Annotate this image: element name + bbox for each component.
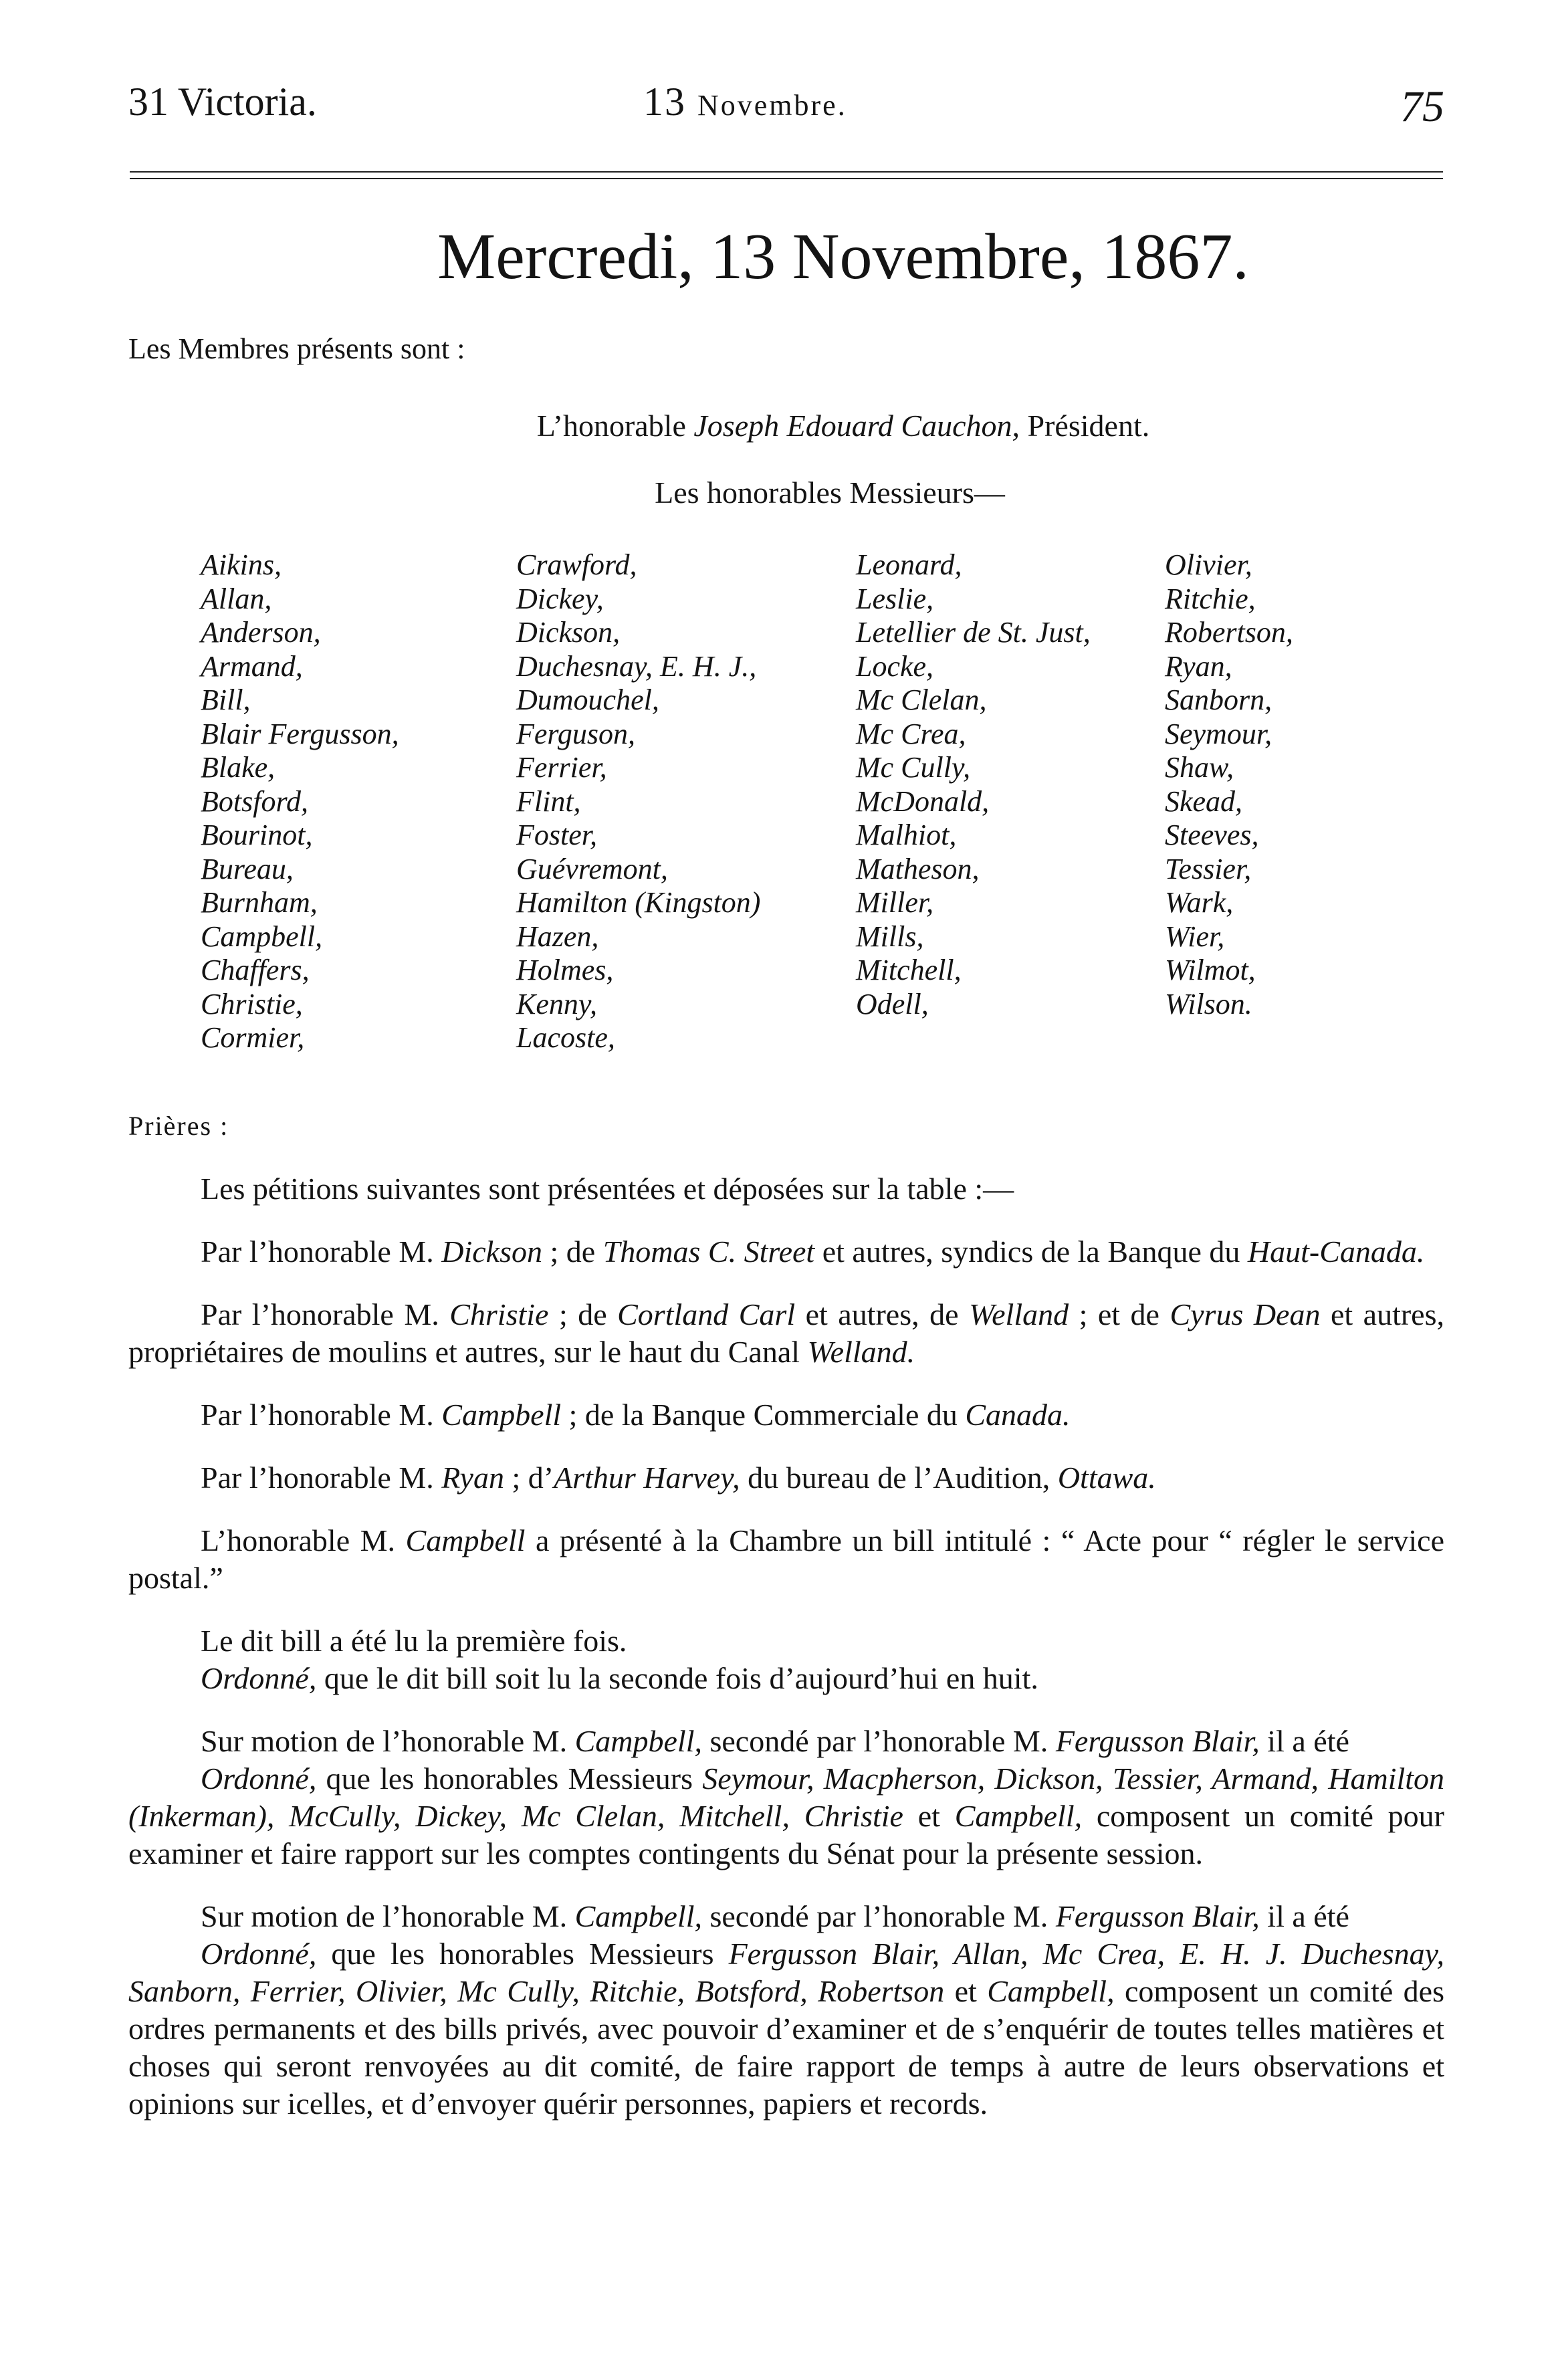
president-role: Président.	[1027, 409, 1150, 443]
petition-ryan	[128, 1459, 1444, 1497]
member-name: Foster,	[516, 819, 597, 851]
member-name: Christie,	[201, 987, 303, 1020]
text-run: Campbell,	[954, 1799, 1083, 1833]
text-run: que le dit bill soit lu la seconde fois d’aujourd’hui en huit.	[316, 1661, 1038, 1695]
text-run: Haut-Canada.	[1247, 1234, 1425, 1269]
text-run: Campbell,	[574, 1724, 702, 1758]
text-run: Dickson	[441, 1234, 543, 1269]
member-name: Bourinot,	[201, 819, 313, 851]
text-run: Ryan	[441, 1461, 504, 1495]
member-name: Sanborn,	[1165, 683, 1272, 716]
member-name: Guévremont,	[516, 852, 668, 885]
running-header	[128, 79, 1444, 139]
text-run: ; de la Banque Commerciale du	[561, 1398, 966, 1432]
member-name: Botsford,	[201, 784, 308, 818]
text-run: il a été	[1259, 1899, 1349, 1933]
member-name: Wark,	[1165, 886, 1234, 919]
messieurs-label: Les honorables Messieurs—	[655, 475, 1005, 510]
president-prefix: L’honorable	[536, 409, 686, 443]
header-session: 31 Victoria.	[128, 80, 317, 124]
page-title: Mercredi, 13 Novembre, 1867.	[437, 221, 1249, 293]
member-name: Leslie,	[856, 582, 934, 615]
text-run: ; d’	[504, 1461, 554, 1495]
text-run: Sur motion de l’honorable M.	[201, 1724, 575, 1758]
text-run: du bureau de l’Audition,	[740, 1461, 1058, 1495]
text-run: et	[944, 1974, 988, 2008]
member-name: Lacoste,	[516, 1021, 615, 1054]
text-run: composent un comité des ordres permanents et des bills privés, avec pouvoir d’examiner et de s’enquérir de toutes telles matières et choses qui seront renvoyées au dit comité, de faire rapport de temps à autre de leurs observations et opinions sur icelles, et d’envoyer quérir personnes, papiers et records.	[128, 1974, 1444, 2121]
member-name: Flint,	[516, 784, 581, 818]
text-run: Arthur Harvey,	[554, 1461, 740, 1495]
members-column-2	[516, 548, 760, 1055]
text-run: composent un comité pour examiner et faire rapport sur les comptes contingents du Sénat pour la présente session.	[128, 1799, 1444, 1870]
text-run: L’honorable M.	[201, 1523, 406, 1557]
text-run: que les honorables Messieurs	[316, 1761, 703, 1796]
member-name: Kenny,	[516, 987, 597, 1020]
members-column-4	[1165, 548, 1293, 1021]
text-run: Cortland Carl	[617, 1297, 796, 1331]
motion-standing-orders-committee	[128, 1898, 1444, 1935]
text-run: Fergusson Blair,	[1055, 1899, 1260, 1933]
member-name: Dickey,	[516, 582, 604, 615]
member-name: Blake,	[201, 751, 275, 784]
member-name: Wilson.	[1165, 987, 1252, 1020]
member-name: Matheson,	[856, 852, 980, 885]
member-name: Steeves,	[1165, 819, 1259, 851]
text-run: Welland	[969, 1297, 1069, 1331]
member-name: Campbell,	[201, 919, 323, 953]
member-name: Letellier de St. Just,	[856, 616, 1091, 649]
text-run: ; et de	[1069, 1297, 1170, 1331]
text-run: Par l’honorable M.	[201, 1461, 442, 1495]
text-run: Par l’honorable M.	[201, 1297, 450, 1331]
member-name: Hazen,	[516, 919, 599, 953]
member-name: Dickson,	[516, 616, 621, 649]
member-name: McDonald,	[856, 784, 990, 818]
prieres-heading: Prières :	[128, 1111, 229, 1141]
page-number: 75	[1400, 82, 1444, 131]
member-name: Hamilton (Kingston)	[516, 886, 761, 919]
text-run: Seymour, Macpherson, Dickson, Tessier, Armand, Hamilton (Inkerman), McCully, Dickey, Mc Clelan, Mitchell, Christie	[128, 1761, 1444, 1833]
member-name: Miller,	[856, 886, 934, 919]
header-date	[643, 79, 847, 125]
member-name: Malhiot,	[856, 819, 957, 851]
member-name: Mills,	[856, 919, 924, 953]
text-run: Thomas C. Street	[602, 1234, 815, 1269]
header-month: Novembre.	[697, 89, 847, 122]
member-name: Bureau,	[201, 852, 294, 885]
member-name: Burnham,	[201, 886, 318, 919]
member-name: Seymour,	[1165, 717, 1272, 750]
member-name: Wier,	[1165, 919, 1225, 953]
member-name: Duchesnay, E. H. J.,	[516, 649, 757, 683]
text-run: ; de	[542, 1234, 603, 1269]
member-name: Ferguson,	[516, 717, 636, 750]
petition-dickson	[128, 1233, 1444, 1271]
text-run: Canada.	[965, 1398, 1071, 1432]
member-name: Chaffers,	[201, 954, 310, 986]
member-name: Blair Fergusson,	[201, 717, 399, 750]
member-name: Allan,	[201, 582, 272, 615]
petitions-intro: Les pétitions suivantes sont présentées et déposées sur la table :—	[201, 1172, 1014, 1206]
motion-contingent-committee	[128, 1723, 1444, 1760]
text-run: Fergusson Blair,	[1055, 1724, 1260, 1758]
members-column-3	[856, 548, 1091, 1021]
member-name: Skead,	[1165, 784, 1243, 818]
text-run: Par l’honorable M.	[201, 1234, 442, 1269]
member-name: Tessier,	[1165, 852, 1252, 885]
member-name: Shaw,	[1165, 751, 1234, 784]
text-run: Campbell	[441, 1398, 562, 1432]
text-run: ; de	[548, 1297, 618, 1331]
text-run: il a été	[1259, 1724, 1349, 1758]
member-name: Locke,	[856, 649, 934, 683]
text-run: Fergusson Blair, Allan, Mc Crea, E. H. J. Duchesnay, Sanborn, Ferrier, Olivier, Mc Cully, Ritchie, Botsford, Robertson	[128, 1937, 1444, 2008]
member-name: Robertson,	[1165, 616, 1293, 649]
proceedings-text	[128, 1170, 1444, 2148]
text-run: Cyrus Dean	[1170, 1297, 1321, 1331]
text-run: Ordonné,	[201, 1761, 317, 1796]
text-run: Christie	[449, 1297, 549, 1331]
first-reading: Le dit bill a été lu la première fois.	[201, 1624, 627, 1658]
header-rule-top	[130, 171, 1443, 173]
member-name: Armand,	[201, 649, 303, 683]
member-name: Aikins,	[201, 548, 282, 581]
text-run: Campbell,	[574, 1899, 702, 1933]
members-column-1	[201, 548, 399, 1055]
members-present-label: Les Membres présents sont :	[128, 332, 465, 365]
member-name: Mitchell,	[856, 954, 962, 986]
member-name: Odell,	[856, 987, 929, 1020]
journal-page	[128, 0, 1444, 2380]
member-name: Ferrier,	[516, 751, 607, 784]
text-run: Welland.	[807, 1335, 915, 1369]
text-run: Ordonné,	[201, 1937, 317, 1971]
member-name: Bill,	[201, 683, 251, 716]
bill-postal-service	[128, 1522, 1444, 1597]
text-run: Par l’honorable M.	[201, 1398, 442, 1432]
text-run: et autres, syndics de la Banque du	[814, 1234, 1248, 1269]
text-run: Sur motion de l’honorable M.	[201, 1899, 575, 1933]
petition-campbell	[128, 1396, 1444, 1434]
text-run: secondé par l’honorable M.	[701, 1724, 1056, 1758]
petition-christie	[128, 1296, 1444, 1371]
text-run: secondé par l’honorable M.	[701, 1899, 1056, 1933]
member-name: Mc Cully,	[856, 751, 971, 784]
text-run: que les honorables Messieurs	[316, 1937, 729, 1971]
member-name: Olivier,	[1165, 548, 1252, 581]
member-name: Ritchie,	[1165, 582, 1256, 615]
member-name: Dumouchel,	[516, 683, 659, 716]
header-day: 13	[643, 80, 686, 124]
header-rule-bottom	[130, 178, 1443, 179]
text-run: Ordonné,	[201, 1661, 317, 1695]
text-run: et autres, de	[795, 1297, 970, 1331]
member-name: Leonard,	[856, 548, 962, 581]
member-name: Cormier,	[201, 1021, 305, 1054]
text-run: et autres, propriétaires de moulins et autres, sur le haut du Canal	[128, 1297, 1444, 1369]
member-name: Ryan,	[1165, 649, 1232, 683]
second-reading-order	[128, 1660, 1444, 1697]
order-contingent-committee	[128, 1760, 1444, 1872]
text-run: Ottawa.	[1057, 1461, 1156, 1495]
text-run: Campbell,	[987, 1974, 1115, 2008]
member-name: Holmes,	[516, 954, 614, 986]
text-run: et	[903, 1799, 955, 1833]
text-run: a présenté à la Chambre un bill intitulé : “ Acte pour “ régler le service postal.”	[128, 1523, 1445, 1595]
member-name: Crawford,	[516, 548, 637, 581]
president-name: Joseph Edouard Cauchon,	[693, 409, 1020, 443]
text-run: Campbell	[405, 1523, 526, 1557]
member-name: Mc Crea,	[856, 717, 966, 750]
president-line	[128, 408, 1444, 443]
member-name: Mc Clelan,	[856, 683, 987, 716]
order-standing-orders-committee	[128, 1935, 1444, 2123]
member-name: Wilmot,	[1165, 954, 1256, 986]
member-name: Anderson,	[201, 616, 321, 649]
